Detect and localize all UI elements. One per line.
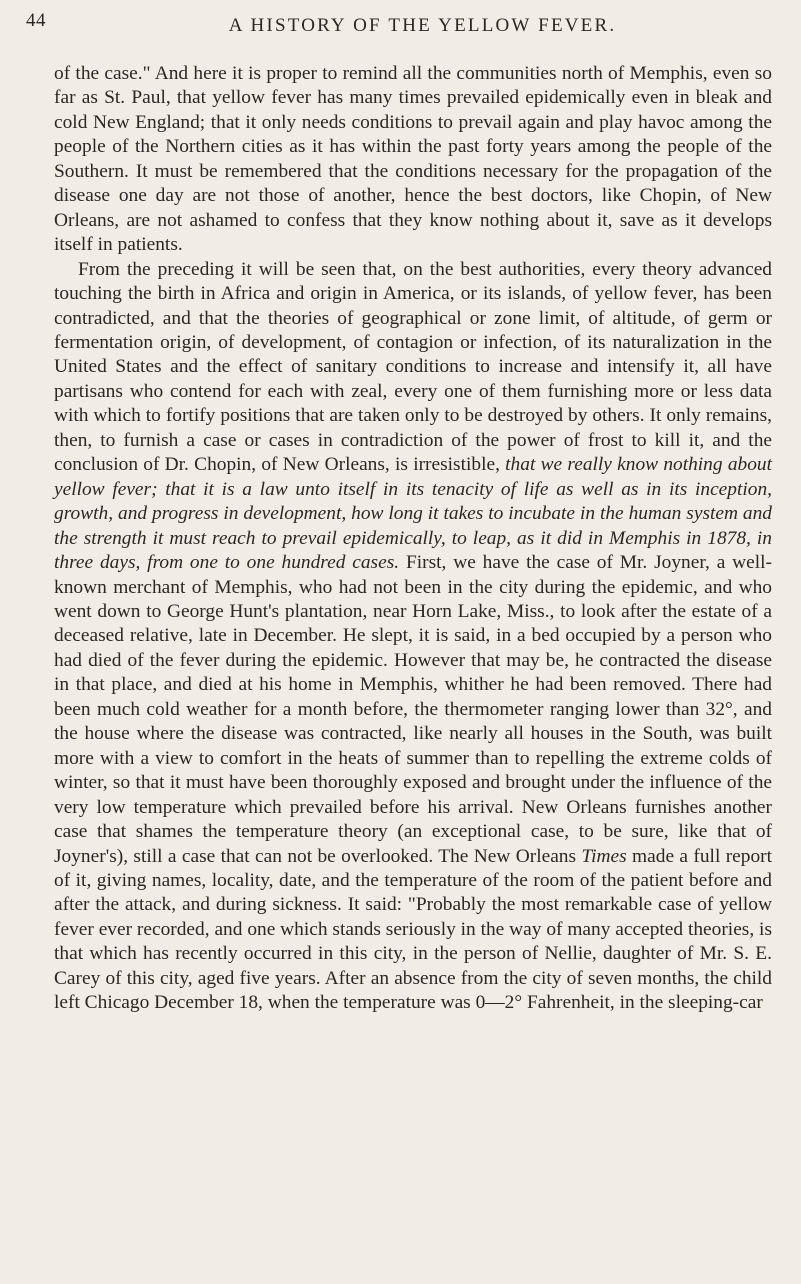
body-text — [54, 62, 772, 1016]
running-title: A HISTORY OF THE YELLOW FEVER. — [228, 15, 617, 36]
paragraph-2-text-a: From the preceding it will be seen that, on the best authorities, every theory advanced touching the birth in Africa and origin in America, or its islands, of yellow fever, has been contradicted, and that the theories of geographical or zone limit, of altitude, of germ or fermentation origin, of development, of contagion or infection, of its naturalization in the United States and the effect of sanitary conditions to increase and intensify it, all have partisans who contend for each with zeal, every one of them furnishing more or less data with which to fortify positions that are taken only to be destroyed by others. It only remains, then, to furnish a case or cases in contradiction of the power of frost to kill it, and the conclusion of Dr. Chopin, of New Orleans, is irresistible, — [54, 258, 772, 476]
paragraph-2-text-b: First, we have the case of Mr. Joyner, a well-known merchant of Memphis, who had not been in the city during the epidemic, and who went down to George Hunt's plantation, near Horn Lake, Miss., to look after the estate of a deceased relative, late in December. He slept, it is said, in a bed occupied by a person who had died of the fever during the epidemic. However that may be, he contracted the disease in that place, and died at his home in Memphis, whither he had been removed. There had been much cold weather for a month before, the thermometer ranging lower than 32°, and the house where the disease was contracted, like nearly all houses in the South, was built more with a view to comfort in the heats of summer than to repelling the extreme colds of winter, so that it must have been thoroughly exposed and brought under the influence of the very low temperature which prevailed before his arrival. New Orleans furnishes another case that shames the temperature theory (an exceptional case, to be sure, like that of Joyner's), still a case that can not be overlooked. The New Orleans — [54, 552, 772, 867]
chopin-conclusion-italic: that we really know nothing about yellow fever; that it is a law unto itself in its tenacity of life as well as in its inception, growth, and progress in development, how long it takes to incubate in the human system and the strength it must reach to prevail epidemically, to leap, as it did in Memphis in 1878, in three days, from one to one hundred cases. — [54, 454, 772, 574]
newspaper-title-italic: Times — [581, 845, 627, 867]
page-number: 44 — [26, 10, 46, 31]
paragraph-2-text-c: made a full report of it, giving names, locality, date, and the temperature of the room of the patient before and after the attack, and during sickness. It said: "Probably the most remarkable case of yellow fever ever recorded, and one which stands seriously in the way of many accepted theories, is that which has recently occurred in this city, in the person of Nellie, daughter of Mr. S. E. Carey of this city, aged five years. After an absence from the city of seven months, the child left Chicago December 18, when the temperature was 0—2° Fahrenheit, in the sleeping-car — [54, 845, 772, 1014]
paragraph-1: of the case." And here it is proper to remind all the communities north of Memphis, even so far as St. Paul, that yellow fever has many times prevailed epidemically even in bleak and cold New England; that it only needs conditions to prevail again and play havoc among the people of the Northern cities as it has within the past forty years among the people of the Southern. It must be remembered that the conditions necessary for the propagation of the disease one day are not those of another, hence the best doctors, like Chopin, of New Orleans, are not ashamed to confess that they know nothing about it, save as it develops itself in patients. — [54, 63, 772, 256]
paragraph-2 — [54, 258, 772, 1016]
